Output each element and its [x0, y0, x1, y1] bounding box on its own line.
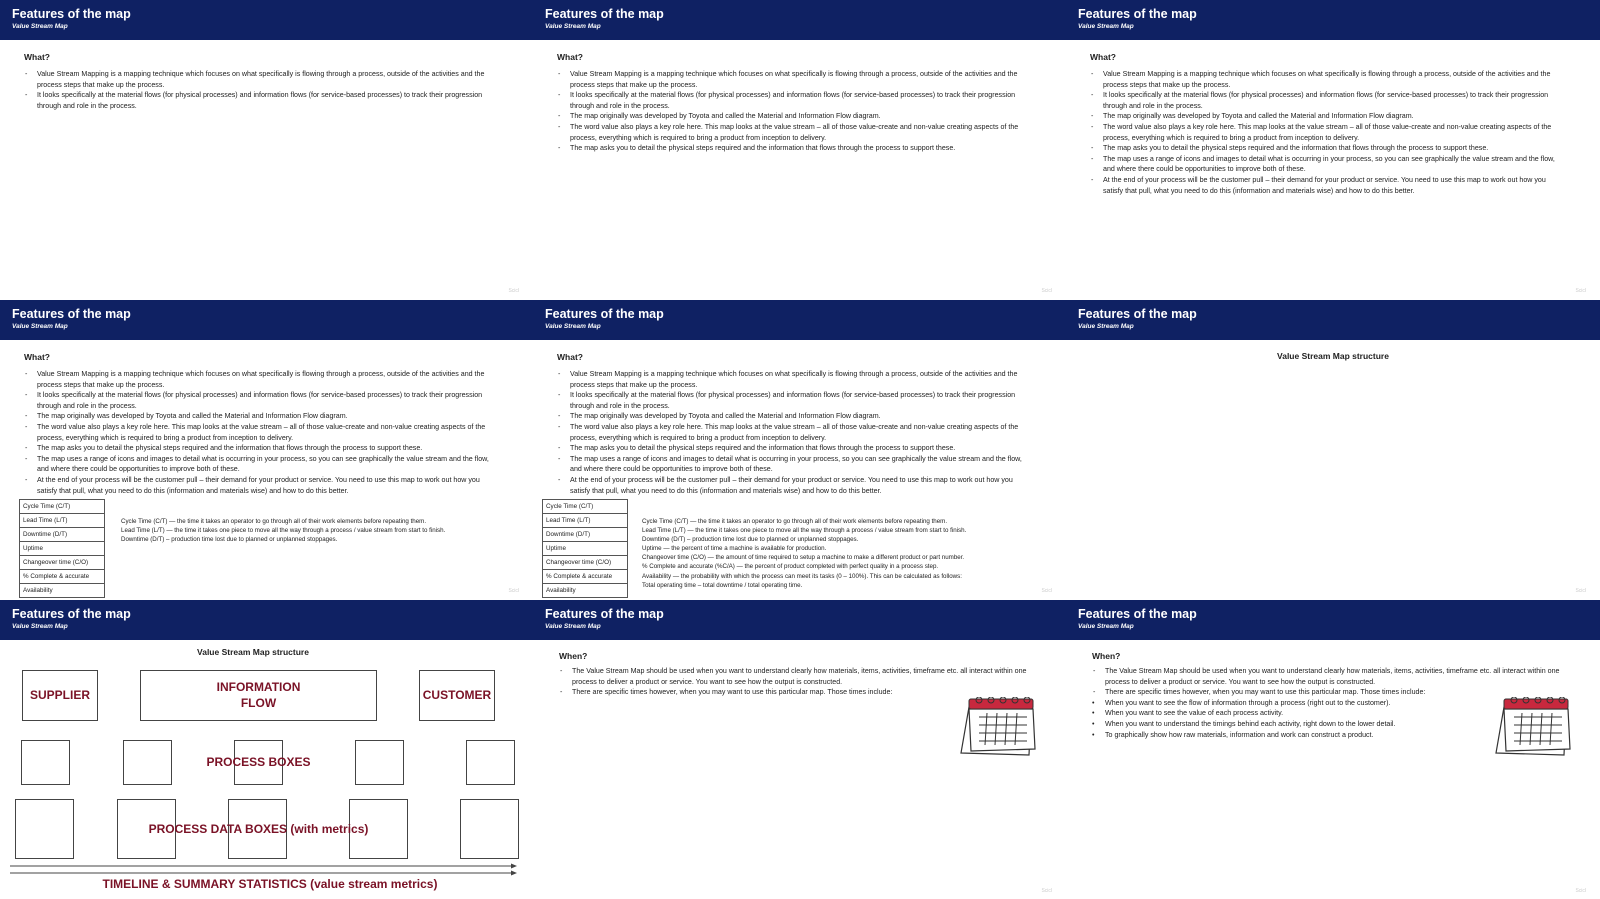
watermark: Scicl	[508, 288, 519, 294]
metric-cell: Availability	[20, 584, 104, 598]
slide-subtitle: Value Stream Map	[1078, 23, 1134, 30]
bullet-item: - Value Stream Mapping is a mapping technique which focuses on what specifically is flowing through a process, outside of the activities and the process steps that make up the process.	[24, 369, 494, 390]
what-heading: What?	[24, 352, 50, 362]
metric-cell: % Complete & accurate	[543, 570, 627, 584]
customer-label: CUSTOMER	[422, 688, 492, 702]
bullet-item: • To graphically show how raw materials, information and work can construct a product.	[1092, 730, 1562, 741]
bullet-item: - It looks specifically at the material flows (for physical processes) and information flows (for service-based processes) to track their progression through and role in the process.	[24, 90, 494, 111]
bullet-list	[24, 69, 494, 111]
metric-cell: Cycle Time (C/T)	[20, 500, 104, 514]
process-data-boxes-label: PROCESS DATA BOXES (with metrics)	[148, 822, 369, 836]
information-flow-label-1: INFORMATION	[216, 680, 301, 694]
metric-definitions	[121, 517, 445, 544]
what-heading: What?	[24, 52, 50, 62]
what-heading: What?	[557, 352, 583, 362]
metric-definitions	[642, 517, 966, 590]
slide-title: Features of the map	[12, 607, 131, 621]
metric-cell: Uptime	[543, 542, 627, 556]
slide-title: Features of the map	[12, 307, 131, 321]
definition-line: Downtime (D/T) – production time lost due to planned or unplanned stoppages.	[642, 536, 859, 544]
bullet-list	[1090, 69, 1560, 196]
supplier-label: SUPPLIER	[29, 688, 90, 702]
slide-title: Features of the map	[1078, 607, 1197, 621]
bullet-item: - The map originally was developed by Toyota and called the Material and Information Flow diagram.	[557, 411, 1027, 422]
bullet-item: - It looks specifically at the material flows (for physical processes) and information flows (for service-based processes) to track their progression through and role in the process.	[557, 390, 1027, 411]
bullet-item: - Value Stream Mapping is a mapping technique which focuses on what specifically is flowing through a process, outside of the activities and the process steps that make up the process.	[24, 69, 494, 90]
bullet-item: - There are specific times however, when you may want to use this particular map. Those times include:	[1092, 687, 1562, 698]
bullet-item: - The word value also plays a key role here. This map looks at the value stream – all of those value-create and non-value creating aspects of the process, everything which is required to bring a product from inception to delivery.	[1090, 122, 1560, 143]
bullet-item: - It looks specifically at the material flows (for physical processes) and information flows (for service-based processes) to track their progression through and role in the process.	[557, 90, 1027, 111]
slide-9[interactable]	[1066, 600, 1600, 899]
bullet-item: - The map asks you to detail the physical steps required and the information that flows through the process to support these.	[557, 443, 1027, 454]
bullet-item: - Value Stream Mapping is a mapping technique which focuses on what specifically is flowing through a process, outside of the activities and the process steps that make up the process.	[557, 69, 1027, 90]
bullet-item: - Value Stream Mapping is a mapping technique which focuses on what specifically is flowing through a process, outside of the activities and the process steps that make up the process.	[1090, 69, 1560, 90]
definition-line: Total operating time – total downtime / total operating time.	[642, 581, 803, 589]
metric-cell: Cycle Time (C/T)	[543, 500, 627, 514]
bullet-item: - The word value also plays a key role here. This map looks at the value stream – all of those value-create and non-value creating aspects of the process, everything which is required to bring a product from inception to delivery.	[557, 122, 1027, 143]
definition-line: Cycle Time (C/T) — the time it takes an operator to go through all of their work elements before repeating them.	[121, 518, 427, 525]
bullet-item: - The map originally was developed by Toyota and called the Material and Information Flow diagram.	[1090, 111, 1560, 122]
metric-cell: Downtime (D/T)	[20, 528, 104, 542]
metric-cell: Lead Time (L/T)	[20, 514, 104, 528]
slide-header	[533, 0, 1066, 40]
watermark: Scicl	[1041, 888, 1052, 894]
bullet-item: • When you want to understand the timings behind each activity, right down to the lower detail.	[1092, 719, 1562, 730]
bullet-list	[559, 666, 1029, 698]
slide-header	[533, 300, 1066, 340]
watermark: Scicl	[1575, 588, 1586, 594]
structure-title: Value Stream Map structure	[1277, 351, 1389, 361]
watermark: Scicl	[1041, 288, 1052, 294]
calendar-icon	[957, 697, 1037, 757]
bullet-item: - At the end of your process will be the customer pull – their demand for your product or service. You need to use this map to work out how you satisfy that pull, what you need to do this (information and materials wise) and how to do this better.	[24, 475, 494, 496]
bullet-item: - Value Stream Mapping is a mapping technique which focuses on what specifically is flowing through a process, outside of the activities and the process steps that make up the process.	[557, 369, 1027, 390]
bullet-item: - The word value also plays a key role here. This map looks at the value stream – all of those value-create and non-value creating aspects of the process, everything which is required to bring a product from inception to delivery.	[557, 422, 1027, 443]
slide-6[interactable]	[1066, 300, 1600, 599]
slide-4[interactable]	[0, 300, 533, 599]
timeline-label: TIMELINE & SUMMARY STATISTICS (value stream metrics)	[102, 877, 438, 891]
metric-cell: % Complete & accurate	[20, 570, 104, 584]
when-heading: When?	[559, 651, 588, 661]
slide-subtitle: Value Stream Map	[12, 23, 68, 30]
metric-cell: Lead Time (L/T)	[543, 514, 627, 528]
watermark: Scicl	[1575, 888, 1586, 894]
slide-header	[1066, 0, 1600, 40]
bullet-item: - It looks specifically at the material flows (for physical processes) and information flows (for service-based processes) to track their progression through and role in the process.	[1090, 90, 1560, 111]
slide-8[interactable]	[533, 600, 1066, 899]
what-heading: What?	[1090, 52, 1116, 62]
slide-header	[1066, 300, 1600, 340]
bullet-list	[24, 369, 494, 496]
bullet-list	[557, 369, 1027, 496]
slide-header	[1066, 600, 1600, 640]
slide-7[interactable]	[0, 600, 533, 899]
watermark: Scicl	[508, 588, 519, 594]
bullet-item: - The map asks you to detail the physical steps required and the information that flows through the process to support these.	[557, 143, 1027, 154]
metric-cell: Changeover time (C/O)	[543, 556, 627, 570]
definition-line: Availability — the probability with which the process can meet its tasks (0 – 100%). This can be calculated as follows:	[642, 572, 962, 580]
slide-subtitle: Value Stream Map	[545, 623, 601, 630]
bullet-list	[557, 69, 1027, 154]
metric-cell: Changeover time (C/O)	[20, 556, 104, 570]
watermark: Scicl	[1041, 588, 1052, 594]
metrics-table	[19, 499, 105, 598]
bullet-item: • When you want to see the flow of information through a process (right out to the customer).	[1092, 698, 1562, 709]
what-heading: What?	[557, 52, 583, 62]
bullet-item: - The Value Stream Map should be used when you want to understand clearly how materials, items, activities, timeframe etc. all interact within one process to deliver a product or service. You want to see how the output is constructed.	[559, 666, 1029, 687]
slide-title: Features of the map	[545, 307, 664, 321]
metrics-table	[542, 499, 628, 598]
watermark: Scicl	[1575, 288, 1586, 294]
metric-cell: Downtime (D/T)	[543, 528, 627, 542]
slide-header	[533, 600, 1066, 640]
calendar-icon	[1492, 697, 1572, 757]
bullet-item: - The map uses a range of icons and images to detail what is occurring in your process, so you can see graphically the value stream and the flow, and where there could be opportunities to improve both of these.	[1090, 154, 1560, 175]
bullet-item: • When you want to see the value of each process activity.	[1092, 708, 1562, 719]
slide-subtitle: Value Stream Map	[545, 23, 601, 30]
slide-2[interactable]	[533, 0, 1066, 299]
structure-title: Value Stream Map structure	[197, 647, 309, 657]
slide-subtitle: Value Stream Map	[1078, 323, 1134, 330]
metric-cell: Availability	[543, 584, 627, 598]
metric-cell: Uptime	[20, 542, 104, 556]
bullet-item: - The map originally was developed by Toyota and called the Material and Information Flow diagram.	[557, 111, 1027, 122]
bullet-item: - At the end of your process will be the customer pull – their demand for your product or service. You need to use this map to work out how you satisfy that pull, what you need to do this (information and materials wise) and how to do this better.	[557, 475, 1027, 496]
slide-header	[0, 0, 533, 40]
slide-1[interactable]	[0, 0, 533, 299]
bullet-item: - There are specific times however, when you may want to use this particular map. Those times include:	[559, 687, 1029, 698]
bullet-item: - The map originally was developed by Toyota and called the Material and Information Flow diagram.	[24, 411, 494, 422]
information-flow-label-2: FLOW	[240, 696, 277, 710]
definition-line: Changeover time (C/O) — the amount of time required to setup a machine to make a different product or part number.	[642, 554, 965, 562]
slide-subtitle: Value Stream Map	[1078, 623, 1134, 630]
definition-line: % Complete and accurate (%C/A) — the percent of product completed with perfect quality in a process step.	[642, 563, 939, 571]
bullet-item: - The word value also plays a key role here. This map looks at the value stream – all of those value-create and non-value creating aspects of the process, everything which is required to bring a product from inception to delivery.	[24, 422, 494, 443]
slide-title: Features of the map	[545, 607, 664, 621]
bullet-item: - The map asks you to detail the physical steps required and the information that flows through the process to support these.	[1090, 143, 1560, 154]
definition-line: Lead Time (L/T) — the time it takes one piece to move all the way through a process / value stream from start to finish.	[121, 527, 446, 535]
bullet-item: - It looks specifically at the material flows (for physical processes) and information flows (for service-based processes) to track their progression through and role in the process.	[24, 390, 494, 411]
slide-title: Features of the map	[545, 7, 664, 21]
slide-subtitle: Value Stream Map	[545, 323, 601, 330]
bullet-item: - At the end of your process will be the customer pull – their demand for your product or service. You need to use this map to work out how you satisfy that pull, what you need to do this (information and materials wise) and how to do this better.	[1090, 175, 1560, 196]
timeline-arrows	[0, 600, 533, 899]
slide-subtitle: Value Stream Map	[12, 323, 68, 330]
bullet-item: - The map asks you to detail the physical steps required and the information that flows through the process to support these.	[24, 443, 494, 454]
slide-5[interactable]	[533, 300, 1066, 599]
slide-subtitle: Value Stream Map	[12, 623, 68, 630]
slide-title: Features of the map	[1078, 307, 1197, 321]
process-boxes-label: PROCESS BOXES	[206, 755, 311, 769]
definition-line: Cycle Time (C/T) — the time it takes an operator to go through all of their work elements before repeating them.	[642, 518, 948, 525]
bullet-item: - The map uses a range of icons and images to detail what is occurring in your process, so you can see graphically the value stream and the flow, and where there could be opportunities to improve both of these.	[24, 454, 494, 475]
slide-3[interactable]	[1066, 0, 1600, 299]
slide-header	[0, 300, 533, 340]
definition-line: Downtime (D/T) – production time lost due to planned or unplanned stoppages.	[121, 536, 338, 544]
slide-title: Features of the map	[12, 7, 131, 21]
definition-line: Uptime — the percent of time a machine is available for production.	[642, 545, 827, 553]
when-heading: When?	[1092, 651, 1121, 661]
slide-title: Features of the map	[1078, 7, 1197, 21]
definition-line: Lead Time (L/T) — the time it takes one piece to move all the way through a process / value stream from start to finish.	[642, 527, 967, 535]
bullet-item: - The map uses a range of icons and images to detail what is occurring in your process, so you can see graphically the value stream and the flow, and where there could be opportunities to improve both of these.	[557, 454, 1027, 475]
bullet-item: - The Value Stream Map should be used when you want to understand clearly how materials, items, activities, timeframe etc. all interact within one process to deliver a product or service. You want to see how the output is constructed.	[1092, 666, 1562, 687]
